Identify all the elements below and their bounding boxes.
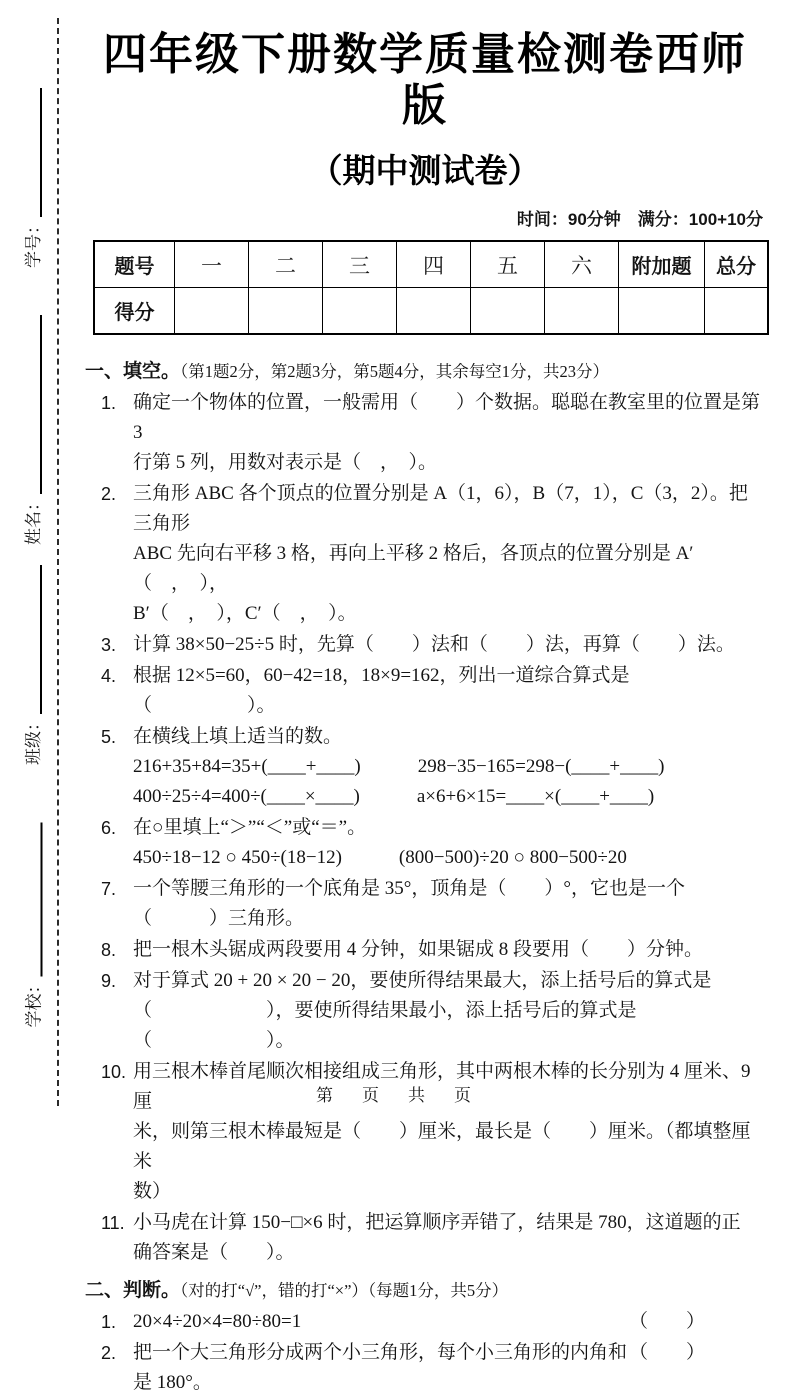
question-line: 确答案是（ ）。 [133,1242,295,1264]
question-body [133,388,765,478]
score-header-bonus: 附加题 [619,242,705,288]
page-title: 四年级下册数学质量检测卷西师版 [103,30,747,130]
question-line: 对于算式 20 + 20 × 20 − 20，要使所得结果最大，添上括号后的算式是 [133,970,712,992]
score-cell-empty [323,288,397,333]
question-line: 在○里填上“＞”“＜”或“＝”。 [133,817,367,839]
question-body [133,935,765,965]
question-line: 行第 5 列，用数对表示是（ ， ）。 [133,452,438,474]
question-number: 2. [101,1343,117,1364]
question-number: 2. [101,484,117,505]
section-1-title: 一、填空。 [85,361,181,383]
judge-question-2 [85,1338,765,1398]
equation-line: 400÷25÷4=400÷(____×____) a×6+6×15=____×(____+____) [133,786,655,808]
score-header-col-1: 一 [175,242,249,288]
question-7 [85,874,765,934]
question-line: 在横线上填上适当的数。 [133,726,343,748]
seal-dashed-line [57,18,59,1106]
page-subtitle: （期中测试卷） [309,152,541,190]
question-11 [85,1208,765,1268]
question-number: 3. [101,635,117,656]
question-line: （ ），要使所得结果最小，添上括号后的算式是（ ）。 [133,1000,637,1052]
judge-question-1 [85,1307,765,1337]
question-number: 11. [101,1213,125,1234]
score-cell-empty [397,288,471,333]
question-4 [85,661,765,721]
sidebar-field-class [20,565,46,765]
question-line: 三角形 ABC 各个顶点的位置分别是 A（1，6），B（7，1），C（3，2）。把三角形 [133,483,748,535]
question-line: 数） [133,1181,172,1203]
section-2-heading [85,1276,765,1306]
question-3 [85,630,765,660]
score-cell-empty [705,288,767,333]
question-body [133,722,765,812]
question-line: B′（ ， ），C′（ ， ）。 [133,603,357,625]
question-body [133,966,765,1056]
class-label: 班级： [24,714,43,765]
equation-line: 216+35+84=35+(____+____) 298−35−165=298−(____+____) [133,756,665,778]
judge-answer-parens: （ ） [628,1342,705,1364]
question-number: 9. [101,971,117,992]
question-number: 8. [101,940,117,961]
question-number: 7. [101,879,117,900]
question-number: 6. [101,818,117,839]
question-number: 1. [101,393,117,414]
judge-answer-parens: （ ） [628,1311,705,1333]
question-line: 把一根木头锯成两段要用 4 分钟，如果锯成 8 段要用（ ）分钟。 [133,939,704,961]
question-9 [85,966,765,1056]
section-2-note: （对的打“√”，错的打“×”）（每题1分，共5分） [180,1281,509,1301]
question-body [133,630,765,660]
score-cell-empty [471,288,545,333]
question-number: 4. [101,666,117,687]
name-blank-line [40,315,42,494]
sidebar-field-school [21,823,47,1028]
question-1 [85,388,765,478]
question-number: 5. [101,727,117,748]
class-blank-line [40,565,42,714]
equation-line: 450÷18−12 ○ 450÷(18−12) (800−500)÷20 ○ 800−500÷20 [133,847,627,869]
question-body [133,874,765,934]
section-2-title: 二、判断。 [85,1280,181,1302]
question-line: ABC 先向右平移 3 格，再向上平移 2 格后，各顶点的位置分别是 A′（ ， ）， [133,543,694,595]
question-line: 确定一个物体的位置，一般需用（ ）个数据。聪聪在教室里的位置是第 3 [133,392,761,444]
question-body [133,479,765,629]
question-5 [85,722,765,812]
question-number: 10. [101,1062,127,1083]
score-cell-empty [545,288,619,333]
score-header-col-2: 二 [249,242,323,288]
question-line: 计算 38×50−25÷5 时，先算（ ）法和（ ）法，再算（ ）法。 [133,634,735,656]
judge-text: 把一个大三角形分成两个小三角形，每个小三角形的内角和是 180°。 [133,1342,628,1394]
question-8 [85,935,765,965]
score-header-total: 总分 [705,242,767,288]
question-line: 用三根木棒首尾顺次相接组成三角形，其中两根木棒的长分别为 4 厘米、9 厘 [133,1061,751,1113]
exam-info: 时间：90分钟 满分：100+10分 [516,210,763,230]
exam-paper [85,30,765,1398]
question-line: 米，则第三根木棒最短是（ ）厘米，最长是（ ）厘米。（都填整厘米 [133,1121,751,1173]
score-header-question-number: 题号 [95,242,175,288]
score-table [93,240,769,335]
section-1-heading [85,357,765,387]
score-header-col-4: 四 [397,242,471,288]
score-cell-empty [175,288,249,333]
score-header-col-6: 六 [545,242,619,288]
question-line: 小马虎在计算 150−□×6 时，把运算顺序弄错了，结果是 780，这道题的正 [133,1212,741,1234]
score-cell-empty [249,288,323,333]
question-number: 1. [101,1312,117,1333]
name-label: 姓名： [24,494,43,545]
question-2 [85,479,765,629]
question-body [133,1208,765,1268]
question-body [133,1057,765,1207]
footer-page-info: 第 页 共 页 [316,1086,477,1105]
sidebar-field-name [20,315,46,545]
score-header-col-3: 三 [323,242,397,288]
judge-text: 20×4÷20×4=80÷80=1 [133,1311,302,1333]
section-1-note: （第1题2分，第2题3分，第5题4分，其余每空1分，共23分） [180,362,610,382]
question-10 [85,1057,765,1207]
question-line: 根据 12×5=60，60−42=18，18×9=162，列出一道综合算式是（ ）。 [133,665,630,717]
school-label: 学校： [24,976,44,1028]
school-blank-line [41,823,43,977]
score-header-col-5: 五 [471,242,545,288]
sidebar-field-student-id [20,88,46,268]
student-id-blank-line [40,88,42,217]
question-line: 一个等腰三角形的一个底角是 35°，顶角是（ ）°，它也是一个（ ）三角形。 [133,878,685,930]
question-6 [85,813,765,873]
question-body [133,661,765,721]
score-row-label: 得分 [95,288,175,333]
student-id-label: 学号： [24,217,43,268]
score-cell-empty [619,288,705,333]
question-body [133,813,765,873]
